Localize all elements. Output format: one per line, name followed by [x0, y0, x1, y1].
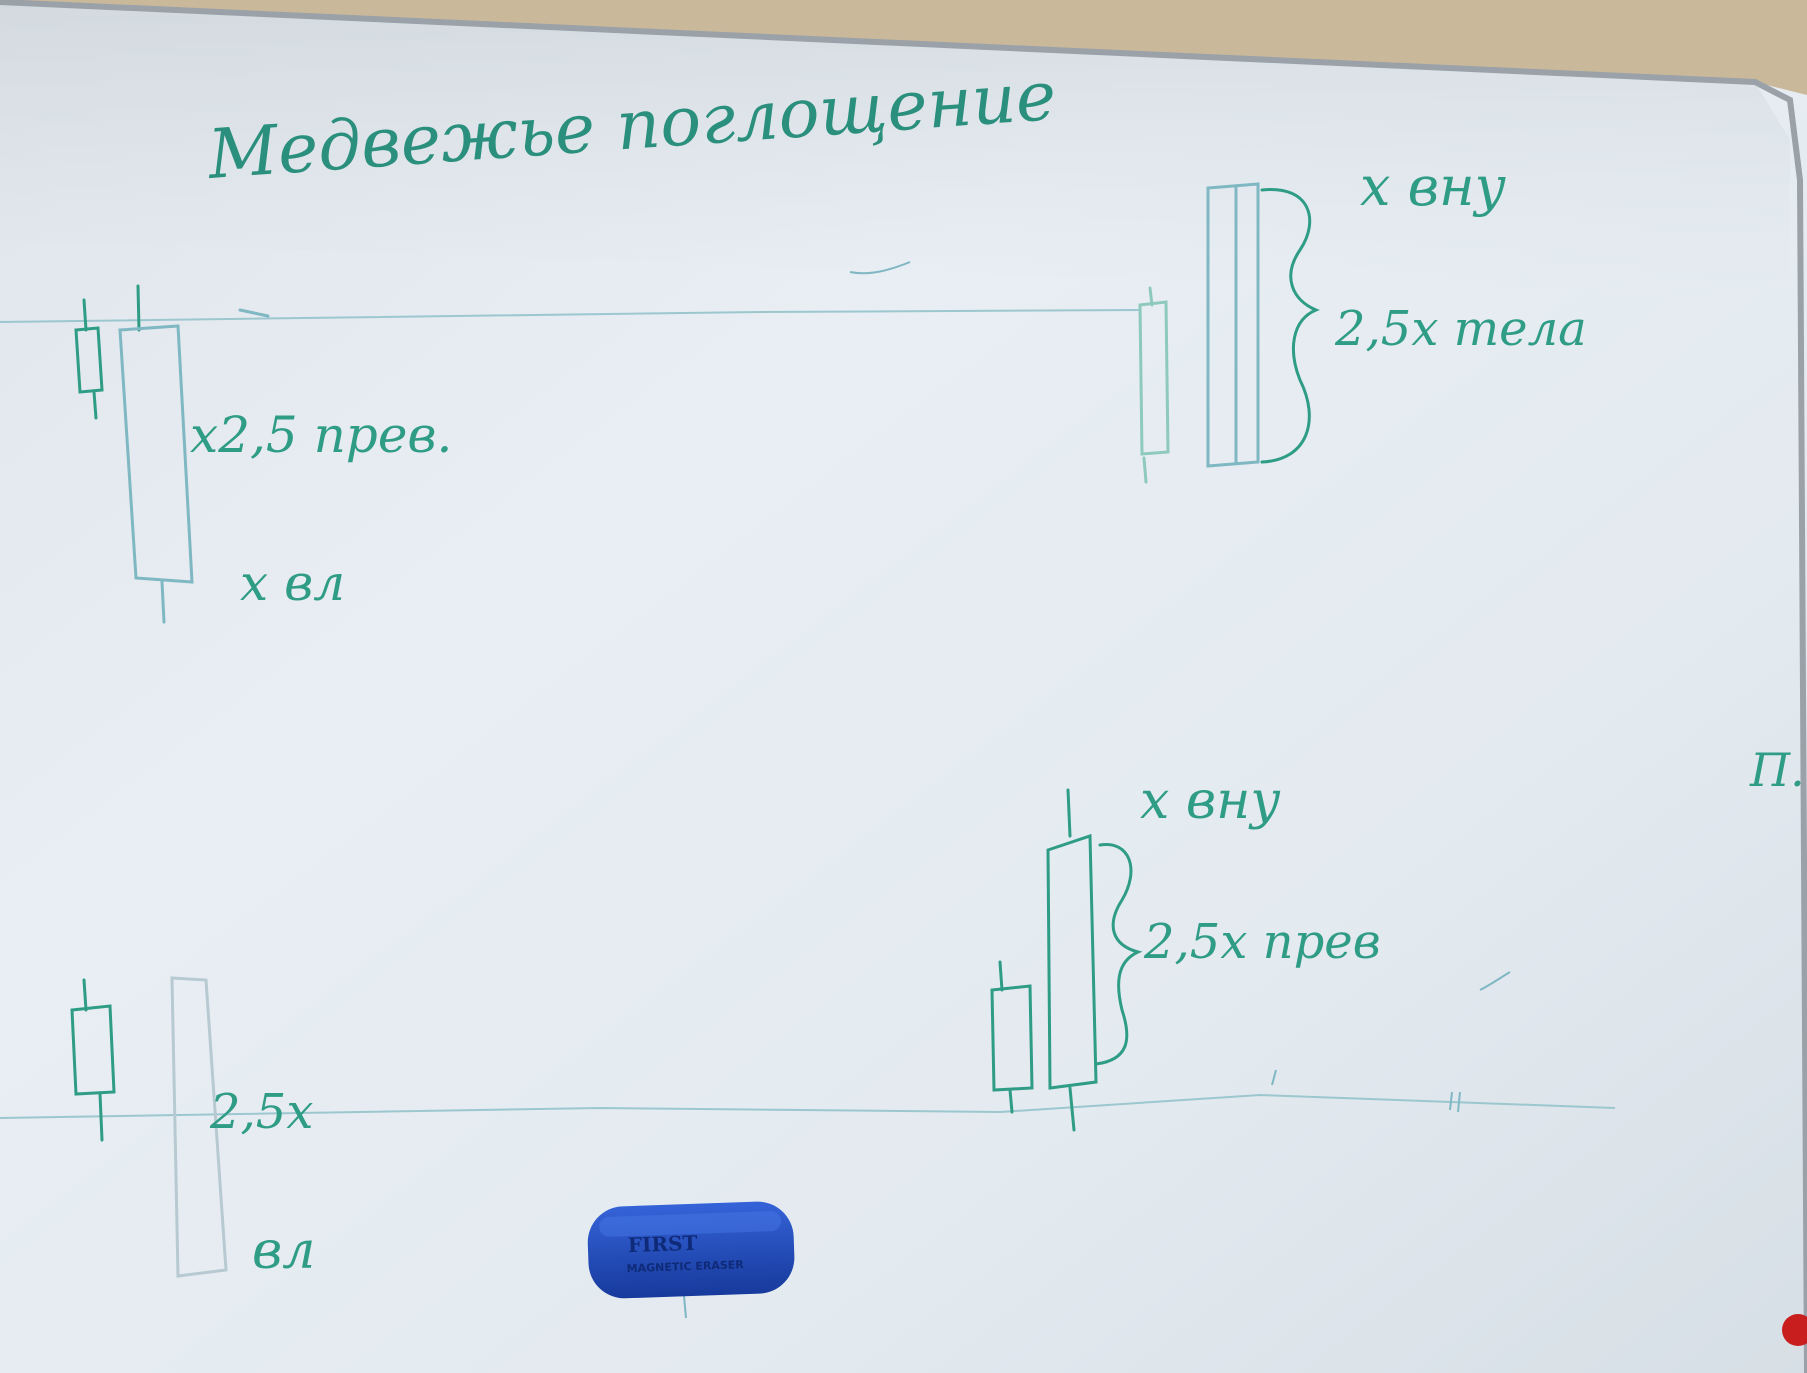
- note-top-left-body: x2,5 прев.: [190, 406, 453, 464]
- note-bottom-right-side: 2,5x прев: [1144, 914, 1381, 970]
- eraser-subtitle: MAGNETIC ERASER: [626, 1258, 744, 1276]
- note-bottom-right-top: x вну: [1140, 771, 1281, 831]
- note-top-right-top: x вну: [1360, 155, 1506, 218]
- note-top-right-side: 2,5x тела: [1335, 301, 1587, 357]
- note-bottom-left-tail: вл: [252, 1221, 316, 1281]
- note-top-left-tail: x вл: [240, 554, 346, 612]
- note-bottom-left-side: 2,5x: [210, 1084, 314, 1140]
- note-right-edge: П.: [1750, 743, 1805, 797]
- magnetic-eraser: [587, 1200, 796, 1299]
- board-title: Медвежье поглощение: [205, 56, 1059, 195]
- eraser-brand: FIRST: [627, 1230, 698, 1258]
